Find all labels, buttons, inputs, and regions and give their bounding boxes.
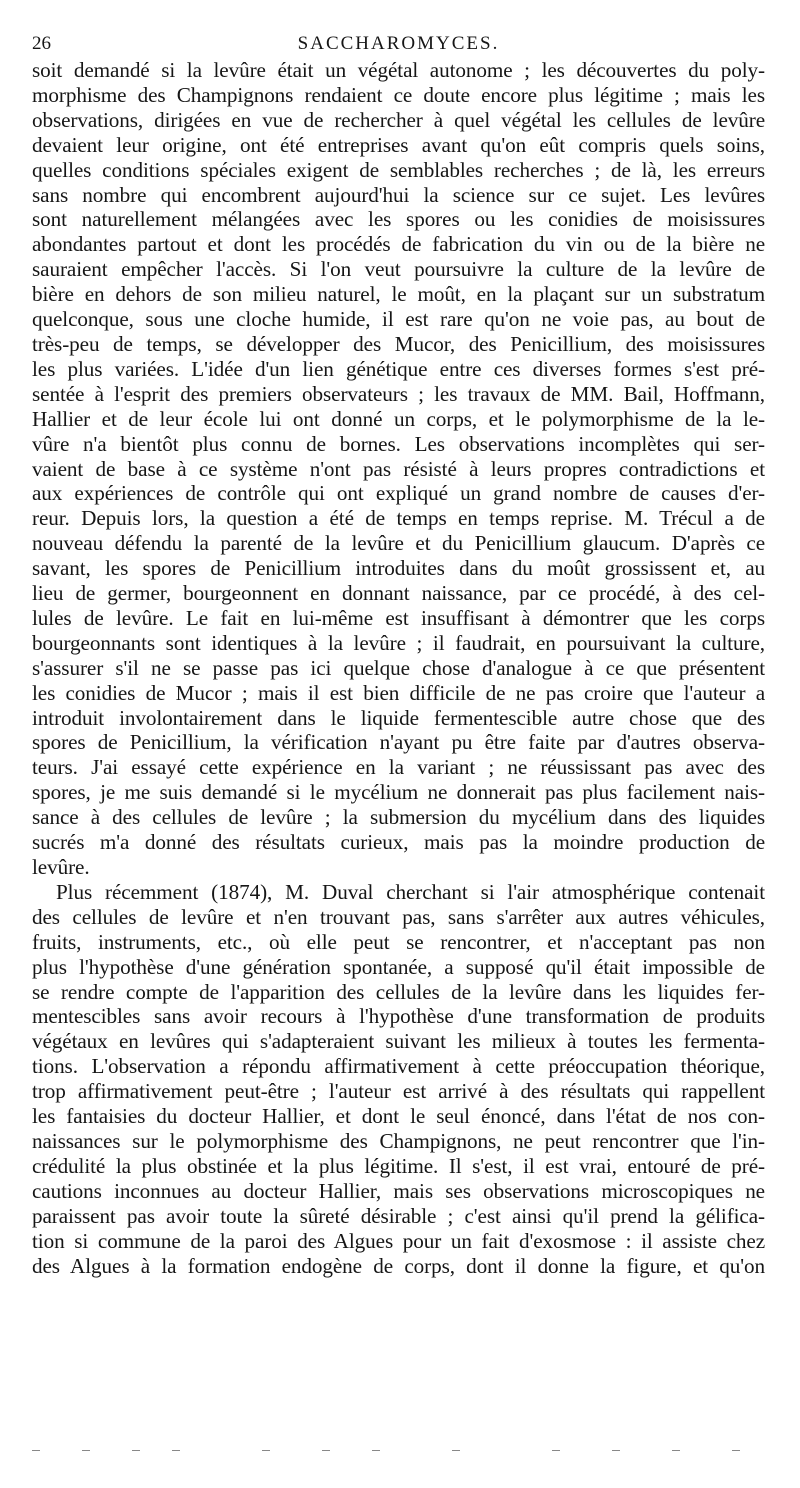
text-line: sont naturellement mélangées avec les spores ou les conidies de moisissures	[32, 207, 765, 232]
text-line: fruits, instruments, etc., où elle peut se rencontrer, et n'acceptant pas non	[32, 929, 765, 954]
text-line: lules de levûre. Le fait en lui-même est insuffisant à démontrer que les corps	[32, 605, 765, 630]
text-line: Hallier et de leur école lui ont donné un corps, et le polymorphisme de la le-	[32, 406, 765, 431]
scan-speck	[82, 1450, 90, 1451]
text-line: les plus variées. L'idée d'un lien génétique entre ces diverses formes s'est pré-	[32, 356, 765, 381]
text-line: les conidies de Mucor ; mais il est bien difficile de ne pas croire que l'auteur a	[32, 680, 765, 705]
scan-speck	[612, 1450, 620, 1451]
body-text	[32, 58, 765, 1278]
text-line: crédulité la plus obstinée et la plus légitime. Il s'est, il est vrai, entouré de pré-	[32, 1153, 765, 1178]
text-line: naissances sur le polymorphisme des Champignons, ne peut rencontrer que l'in-	[32, 1128, 765, 1153]
text-line: observations, dirigées en vue de rechercher à quel végétal les cellules de levûre	[32, 107, 765, 132]
text-line: nouveau défendu la parenté de la levûre et du Penicillium glaucum. D'après ce	[32, 531, 765, 556]
text-line: introduit involontairement dans le liquide fermentescible autre chose que des	[32, 705, 765, 730]
scan-speck	[552, 1450, 560, 1451]
text-line: vûre n'a bientôt plus connu de bornes. Les observations incomplètes qui ser-	[32, 431, 765, 456]
paragraph-1	[32, 58, 765, 880]
text-line: trop affirmativement peut-être ; l'auteur est arrivé à des résultats qui rappellent	[32, 1079, 765, 1104]
text-line: bourgeonnants sont identiques à la levûre ; il faudrait, en poursuivant la culture,	[32, 630, 765, 655]
scan-speck	[262, 1450, 270, 1451]
text-line: sentée à l'esprit des premiers observateurs ; les travaux de MM. Bail, Hoffmann,	[32, 381, 765, 406]
text-line: tion si commune de la paroi des Algues pour un fait d'exosmose : il assiste chez	[32, 1228, 765, 1253]
text-line: spores, je me suis demandé si le mycélium ne donnerait pas plus facilement nais-	[32, 780, 765, 805]
text-line: quelles conditions spéciales exigent de semblables recherches ; de là, les erreurs	[32, 157, 765, 182]
text-line: sauraient empêcher l'accès. Si l'on veut poursuivre la culture de la levûre de	[32, 257, 765, 282]
text-line: levûre.	[32, 855, 90, 879]
scan-speck	[732, 1450, 740, 1451]
text-line: teurs. J'ai essayé cette expérience en la variant ; ne réussissant pas avec des	[32, 755, 765, 780]
text-line: les fantaisies du docteur Hallier, et dont le seul énoncé, dans l'état de nos con-	[32, 1104, 765, 1129]
text-line: cautions inconnues au docteur Hallier, mais ses observations microscopiques ne	[32, 1178, 765, 1203]
text-line: reur. Depuis lors, la question a été de temps en temps reprise. M. Trécul a de	[32, 506, 765, 531]
text-line: aux expériences de contrôle qui ont expliqué un grand nombre de causes d'er-	[32, 481, 765, 506]
text-line: s'assurer s'il ne se passe pas ici quelque chose d'analogue à ce que présentent	[32, 655, 765, 680]
text-line: se rendre compte de l'apparition des cellules de la levûre dans les liquides fer-	[32, 979, 765, 1004]
text-line: lieu de germer, bourgeonnent en donnant naissance, par ce procédé, à des cel-	[32, 581, 765, 606]
text-line: savant, les spores de Penicillium introduites dans du moût grossissent et, au	[32, 556, 765, 581]
text-line: quelconque, sous une cloche humide, il est rare qu'on ne voie pas, au bout de	[32, 307, 765, 332]
text-line: paraissent pas avoir toute la sûreté désirable ; c'est ainsi qu'il prend la gélifica-	[32, 1203, 765, 1228]
text-line: spores de Penicillium, la vérification n'ayant pu être faite par d'autres observa-	[32, 730, 765, 755]
text-line: des Algues à la formation endogène de corps, dont il donne la figure, et qu'on	[32, 1253, 765, 1278]
text-line: Plus récemment (1874), M. Duval cherchant si l'air atmosphérique contenait	[56, 879, 765, 904]
book-page	[32, 30, 765, 1278]
paragraph-2	[32, 880, 765, 1279]
scan-speck	[322, 1450, 330, 1451]
scan-speck	[132, 1450, 140, 1451]
text-line: sance à des cellules de levûre ; la submersion du mycélium dans des liquides	[32, 805, 765, 830]
text-line: vaient de base à ce système n'ont pas résisté à leurs propres contradictions et	[32, 456, 765, 481]
text-line: mentescibles sans avoir recours à l'hypothèse d'une transformation de produits	[32, 1004, 765, 1029]
scan-speck	[32, 1450, 40, 1451]
footer-specks	[32, 1450, 765, 1454]
text-line: plus l'hypothèse d'une génération spontanée, a supposé qu'il était impossible de	[32, 954, 765, 979]
text-line: soit demandé si la levûre était un végétal autonome ; les découvertes du poly-	[32, 58, 765, 82]
text-line: bière en dehors de son milieu naturel, le moût, en la plaçant sur un substratum	[32, 282, 765, 307]
text-line: très-peu de temps, se développer des Mucor, des Penicillium, des moisissures	[32, 331, 765, 356]
page-number: 26	[32, 33, 51, 54]
text-line: sans nombre qui encombrent aujourd'hui la science sur ce sujet. Les levûres	[32, 182, 765, 207]
scan-speck	[172, 1450, 180, 1451]
scan-speck	[672, 1450, 680, 1451]
text-line: sucrés m'a donné des résultats curieux, mais pas la moindre production de	[32, 830, 765, 855]
text-line: abondantes partout et dont les procédés de fabrication du vin ou de la bière ne	[32, 232, 765, 257]
text-line: tions. L'observation a répondu affirmativement à cette préoccupation théorique,	[32, 1054, 765, 1079]
text-line: devaient leur origine, ont été entreprises avant qu'on eût compris quels soins,	[32, 132, 765, 157]
scan-speck	[372, 1450, 380, 1451]
text-line: végétaux en levûres qui s'adapteraient suivant les milieux à toutes les fermenta-	[32, 1029, 765, 1054]
running-head	[32, 30, 765, 58]
text-line: des cellules de levûre et n'en trouvant pas, sans s'arrêter aux autres véhicules,	[32, 904, 765, 929]
running-title: SACCHAROMYCES.	[297, 33, 500, 54]
scan-speck	[452, 1450, 460, 1451]
text-line: morphisme des Champignons rendaient ce doute encore plus légitime ; mais les	[32, 82, 765, 107]
